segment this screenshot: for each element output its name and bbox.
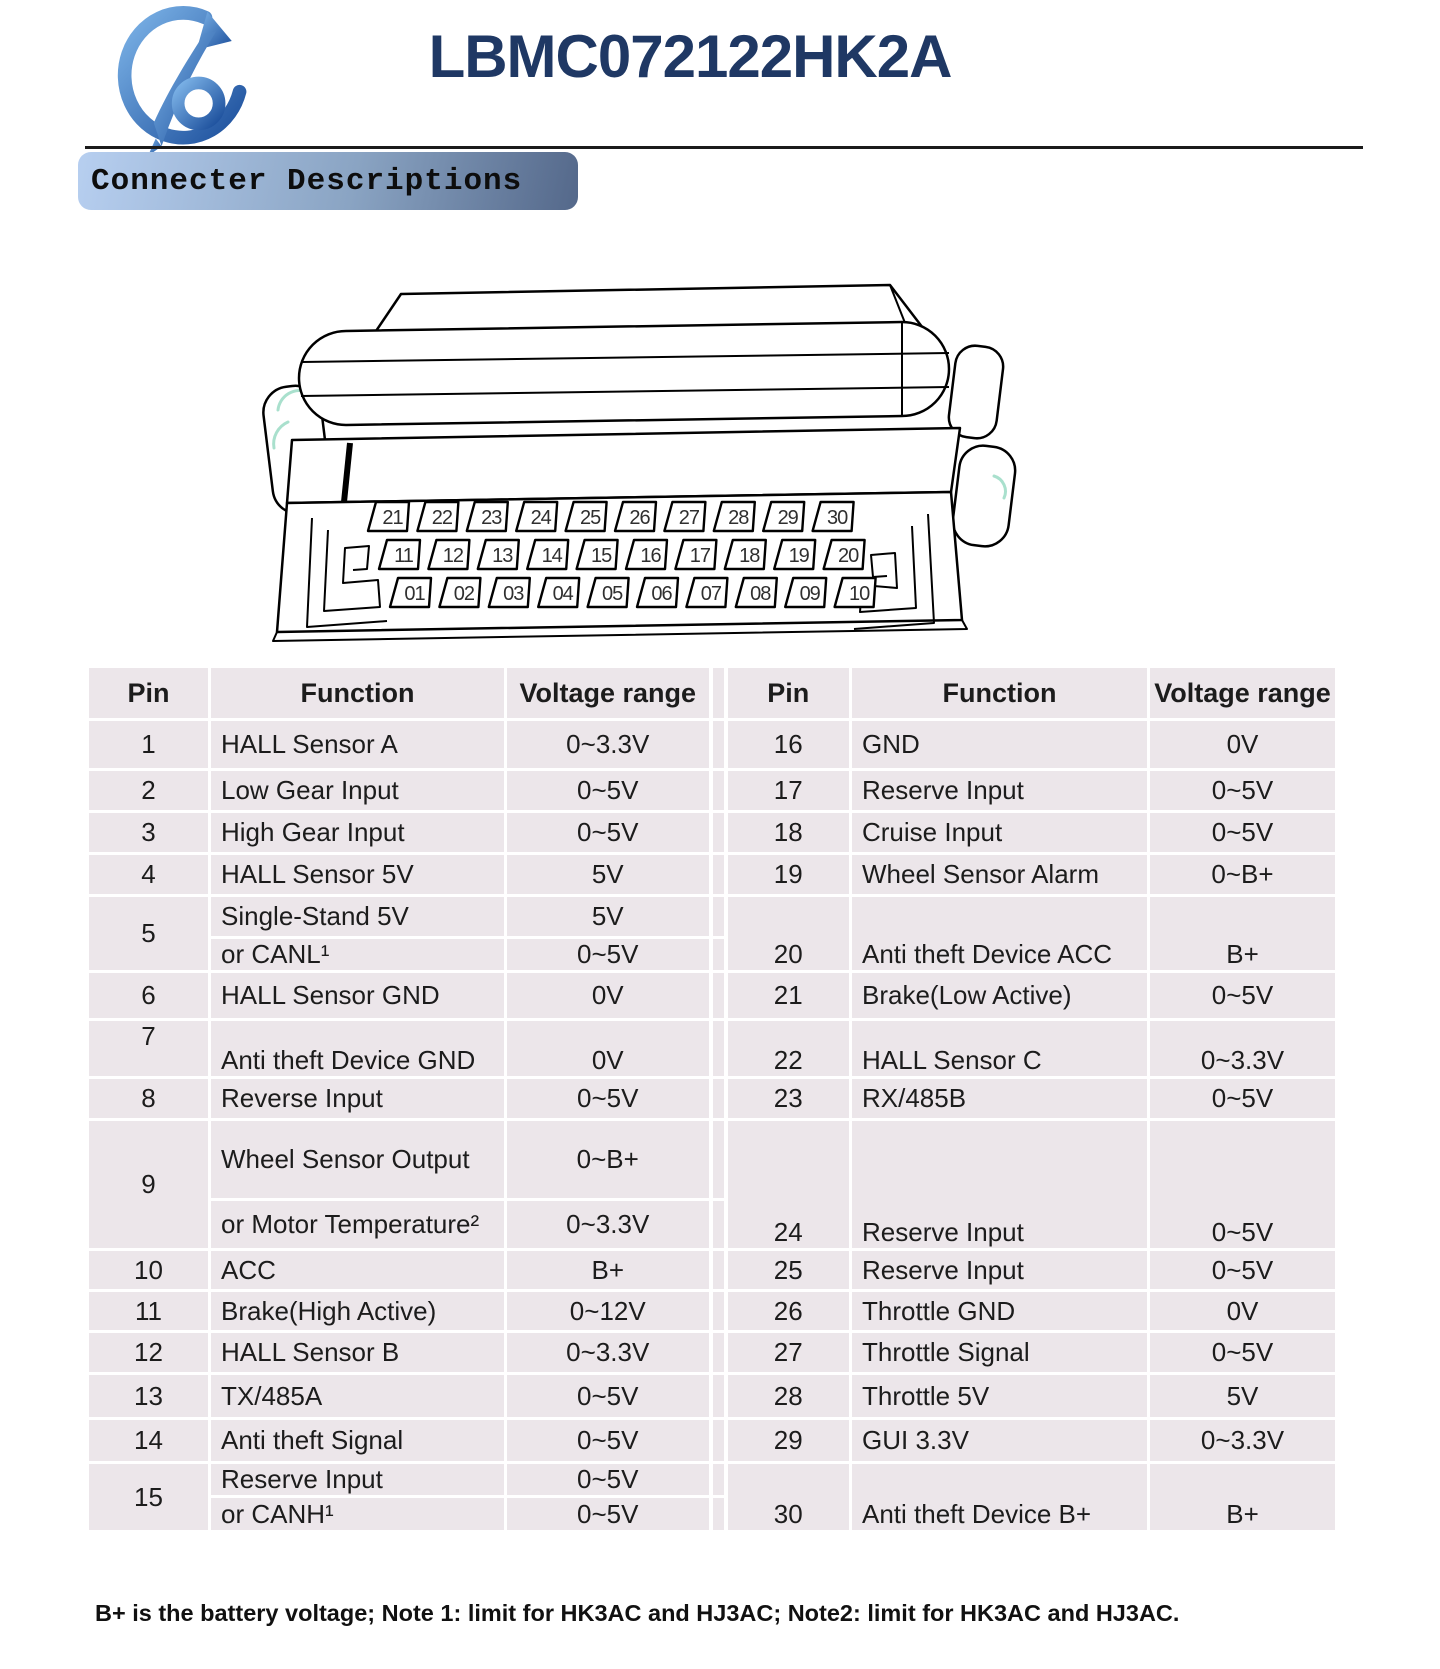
function-cell-right: Cruise Input (851, 812, 1149, 854)
table-row (88, 1250, 1337, 1291)
pin-cell-left: 10 (88, 1250, 210, 1291)
section-header (78, 152, 578, 210)
voltage-cell-left: 0V (506, 972, 711, 1020)
function-cell-right: Brake(Low Active) (851, 972, 1149, 1020)
voltage-cell-left: 0~5V (506, 1419, 711, 1463)
voltage-cell-right: 0~B+ (1149, 854, 1337, 896)
pin-cell-left: 1 (88, 720, 210, 770)
voltage-cell-right: 0~3.3V (1149, 1419, 1337, 1463)
function-cell-right: HALL Sensor C (851, 1020, 1149, 1078)
voltage-cell-left: 0~5V (506, 812, 711, 854)
connector-pin-number: 16 (640, 545, 661, 567)
function-cell-left: ACC (210, 1250, 506, 1291)
function-cell-left: Wheel Sensor Output (210, 1120, 506, 1200)
connector-pin-number: 27 (678, 507, 700, 529)
pin-cell-left: 8 (88, 1078, 210, 1120)
pin-cell-right: 17 (726, 770, 851, 812)
table-row (88, 1374, 1337, 1419)
voltage-cell-right: 0~5V (1149, 1332, 1337, 1374)
pin-cell-right: 21 (726, 972, 851, 1020)
voltage-cell-right: 0V (1149, 720, 1337, 770)
connector-pin-number: 14 (541, 545, 562, 567)
table-gap-cell (711, 1120, 726, 1200)
table-gap-cell (711, 1419, 726, 1463)
function-cell-left: High Gear Input (210, 812, 506, 854)
pin-cell-right: 22 (726, 1020, 851, 1078)
connector-pin-number: 07 (700, 583, 722, 605)
voltage-cell-left: B+ (506, 1250, 711, 1291)
function-cell-left: HALL Sensor B (210, 1332, 506, 1374)
pin-cell-right: 25 (726, 1250, 851, 1291)
voltage-cell-left: 0~12V (506, 1291, 711, 1332)
table-gap-cell (711, 854, 726, 896)
table-gap-cell (711, 1291, 726, 1332)
function-cell-left: or Motor Temperature² (210, 1200, 506, 1250)
voltage-cell-left: 0~5V (506, 1374, 711, 1419)
pin-cell-right: 27 (726, 1332, 851, 1374)
connector-pin-number: 24 (530, 507, 551, 529)
function-cell-right: Throttle GND (851, 1291, 1149, 1332)
voltage-cell-right: B+ (1149, 1463, 1337, 1532)
table-gap-cell (711, 896, 726, 938)
col-header-function-left: Function (210, 667, 506, 720)
function-cell-right: Reserve Input (851, 1250, 1149, 1291)
pin-cell-left: 13 (88, 1374, 210, 1419)
table-row (88, 1463, 1337, 1497)
pin-cell-right: 16 (726, 720, 851, 770)
connector-pin-number: 08 (750, 583, 771, 605)
connector-pin-number: 01 (404, 583, 425, 605)
section-header-label: Connecter Descriptions (91, 163, 523, 199)
voltage-cell-left: 5V (506, 854, 711, 896)
connector-housing (287, 428, 960, 503)
pin-cell-left: 2 (88, 770, 210, 812)
table-gap-cell (711, 1374, 726, 1419)
table-gap-cell (711, 1078, 726, 1120)
col-header-pin-left: Pin (88, 667, 210, 720)
voltage-cell-right: B+ (1149, 896, 1337, 972)
voltage-cell-right: 5V (1149, 1374, 1337, 1419)
pin-cell-left: 14 (88, 1419, 210, 1463)
voltage-cell-left: 0~5V (506, 1463, 711, 1497)
function-cell-left: Reserve Input (210, 1463, 506, 1497)
pin-cell-right: 28 (726, 1374, 851, 1419)
pin-cell-right: 19 (726, 854, 851, 896)
table-row (88, 1291, 1337, 1332)
brand-logo-graphic (110, 2, 258, 158)
table-row (88, 1078, 1337, 1120)
connector-pin-number: 06 (651, 583, 672, 605)
function-cell-right: RX/485B (851, 1078, 1149, 1120)
function-cell-right: Throttle 5V (851, 1374, 1149, 1419)
function-cell-left: Brake(High Active) (210, 1291, 506, 1332)
connector-drawing (250, 280, 1020, 660)
connector-pin-number: 11 (394, 545, 413, 567)
col-header-function-right: Function (851, 667, 1149, 720)
voltage-cell-left: 0~5V (506, 1497, 711, 1532)
table-gap-cell (711, 1332, 726, 1374)
pin-cell-left: 11 (88, 1291, 210, 1332)
table-row (88, 812, 1337, 854)
voltage-cell-right: 0~3.3V (1149, 1020, 1337, 1078)
table-gap-cell (711, 1463, 726, 1497)
voltage-cell-left: 0~3.3V (506, 720, 711, 770)
connector-right-latch-tab (950, 443, 1018, 549)
pin-table (86, 665, 1338, 1533)
connector-pin-number: 05 (601, 583, 623, 605)
table-gap-cell (711, 1020, 726, 1078)
table-gap-cell (711, 1250, 726, 1291)
function-cell-left: TX/485A (210, 1374, 506, 1419)
connector-pin-number: 04 (552, 583, 573, 605)
voltage-cell-left: 0~3.3V (506, 1332, 711, 1374)
voltage-cell-left: 0~B+ (506, 1120, 711, 1200)
voltage-cell-left: 0~5V (506, 770, 711, 812)
function-cell-left: or CANL¹ (210, 938, 506, 972)
connector-pin-number: 22 (431, 507, 453, 529)
table-gap-cell (711, 770, 726, 812)
voltage-cell-right: 0~5V (1149, 1120, 1337, 1250)
pin-cell-right: 18 (726, 812, 851, 854)
table-gap-cell (711, 938, 726, 972)
col-header-voltage-right: Voltage range (1149, 667, 1337, 720)
function-cell-right: Throttle Signal (851, 1332, 1149, 1374)
table-row (88, 854, 1337, 896)
table-gap-cell (711, 720, 726, 770)
table-row (88, 1020, 1337, 1078)
function-cell-left: or CANH¹ (210, 1497, 506, 1532)
pin-cell-left: 4 (88, 854, 210, 896)
function-cell-right: Anti theft Device B+ (851, 1463, 1149, 1532)
connector-pin-number: 15 (590, 545, 612, 567)
function-cell-right: Anti theft Device ACC (851, 896, 1149, 972)
table-header-row (88, 667, 1337, 720)
voltage-cell-right: 0~5V (1149, 812, 1337, 854)
footnote: B+ is the battery voltage; Note 1: limit for HK3AC and HJ3AC; Note2: limit for HK3AC and HJ3AC. (95, 1600, 1180, 1626)
table-row (88, 770, 1337, 812)
pin-cell-left: 15 (88, 1463, 210, 1532)
voltage-cell-right: 0~5V (1149, 972, 1337, 1020)
function-cell-left: Single-Stand 5V (210, 896, 506, 938)
pin-cell-right: 23 (726, 1078, 851, 1120)
connector-pin-number: 18 (739, 545, 760, 567)
function-cell-right: Wheel Sensor Alarm (851, 854, 1149, 896)
table-row (88, 1332, 1337, 1374)
connector-tube (299, 322, 949, 425)
pin-cell-right: 26 (726, 1291, 851, 1332)
voltage-cell-right: 0~5V (1149, 1250, 1337, 1291)
connector-pin-number: 09 (799, 583, 820, 605)
connector-pin-number: 03 (503, 583, 524, 605)
function-cell-left: HALL Sensor A (210, 720, 506, 770)
pin-cell-left: 3 (88, 812, 210, 854)
page-title: LBMC072122HK2A (428, 23, 952, 90)
table-gap-cell (711, 972, 726, 1020)
connector-pin-number: 30 (826, 507, 848, 529)
pin-cell-left: 9 (88, 1120, 210, 1250)
voltage-cell-right: 0~5V (1149, 1078, 1337, 1120)
table-row (88, 720, 1337, 770)
pin-cell-right: 30 (726, 1463, 851, 1532)
voltage-cell-left: 5V (506, 896, 711, 938)
pin-cell-left: 5 (88, 896, 210, 972)
connector-pin-number: 26 (629, 507, 650, 529)
connector-diagram (250, 280, 1020, 660)
connector-pin-number: 12 (442, 545, 464, 567)
col-header-voltage-left: Voltage range (506, 667, 711, 720)
connector-pin-number: 02 (453, 583, 475, 605)
connector-right-tab (947, 343, 1006, 440)
connector-pin-number: 21 (382, 507, 403, 529)
connector-pin-number: 17 (689, 545, 711, 567)
function-cell-right: Reserve Input (851, 1120, 1149, 1250)
voltage-cell-right: 0~5V (1149, 770, 1337, 812)
voltage-cell-left: 0~3.3V (506, 1200, 711, 1250)
pin-cell-right: 24 (726, 1120, 851, 1250)
table-row (88, 1419, 1337, 1463)
pin-cell-left: 6 (88, 972, 210, 1020)
function-cell-left: Anti theft Device GND (210, 1020, 506, 1078)
connector-pin-number: 25 (579, 507, 601, 529)
col-header-pin-right: Pin (726, 667, 851, 720)
connector-pin-number: 29 (777, 507, 798, 529)
voltage-cell-left: 0V (506, 1020, 711, 1078)
voltage-cell-left: 0~5V (506, 938, 711, 972)
table-row (88, 896, 1337, 938)
table-row (88, 972, 1337, 1020)
function-cell-right: Reserve Input (851, 770, 1149, 812)
pin-cell-left: 7 (88, 1020, 210, 1078)
function-cell-left: Anti theft Signal (210, 1419, 506, 1463)
connector-pin-number: 19 (788, 545, 809, 567)
table-gap-cell (711, 812, 726, 854)
brand-logo (110, 2, 258, 158)
connector-pin-number: 20 (837, 545, 859, 567)
voltage-cell-right: 0V (1149, 1291, 1337, 1332)
connector-pin-number: 10 (848, 583, 870, 605)
table-gap-cell (711, 667, 726, 720)
table-row (88, 1120, 1337, 1200)
function-cell-right: GND (851, 720, 1149, 770)
table-gap-cell (711, 1200, 726, 1250)
connector-pin-number: 28 (728, 507, 749, 529)
connector-pin-number: 23 (481, 507, 502, 529)
pin-cell-right: 29 (726, 1419, 851, 1463)
function-cell-right: GUI 3.3V (851, 1419, 1149, 1463)
pin-cell-right: 20 (726, 896, 851, 972)
function-cell-left: HALL Sensor GND (210, 972, 506, 1020)
connector-pin-number: 13 (492, 545, 513, 567)
header-divider (85, 146, 1363, 149)
function-cell-left: Reverse Input (210, 1078, 506, 1120)
function-cell-left: Low Gear Input (210, 770, 506, 812)
voltage-cell-left: 0~5V (506, 1078, 711, 1120)
pin-cell-left: 12 (88, 1332, 210, 1374)
function-cell-left: HALL Sensor 5V (210, 854, 506, 896)
table-gap-cell (711, 1497, 726, 1532)
